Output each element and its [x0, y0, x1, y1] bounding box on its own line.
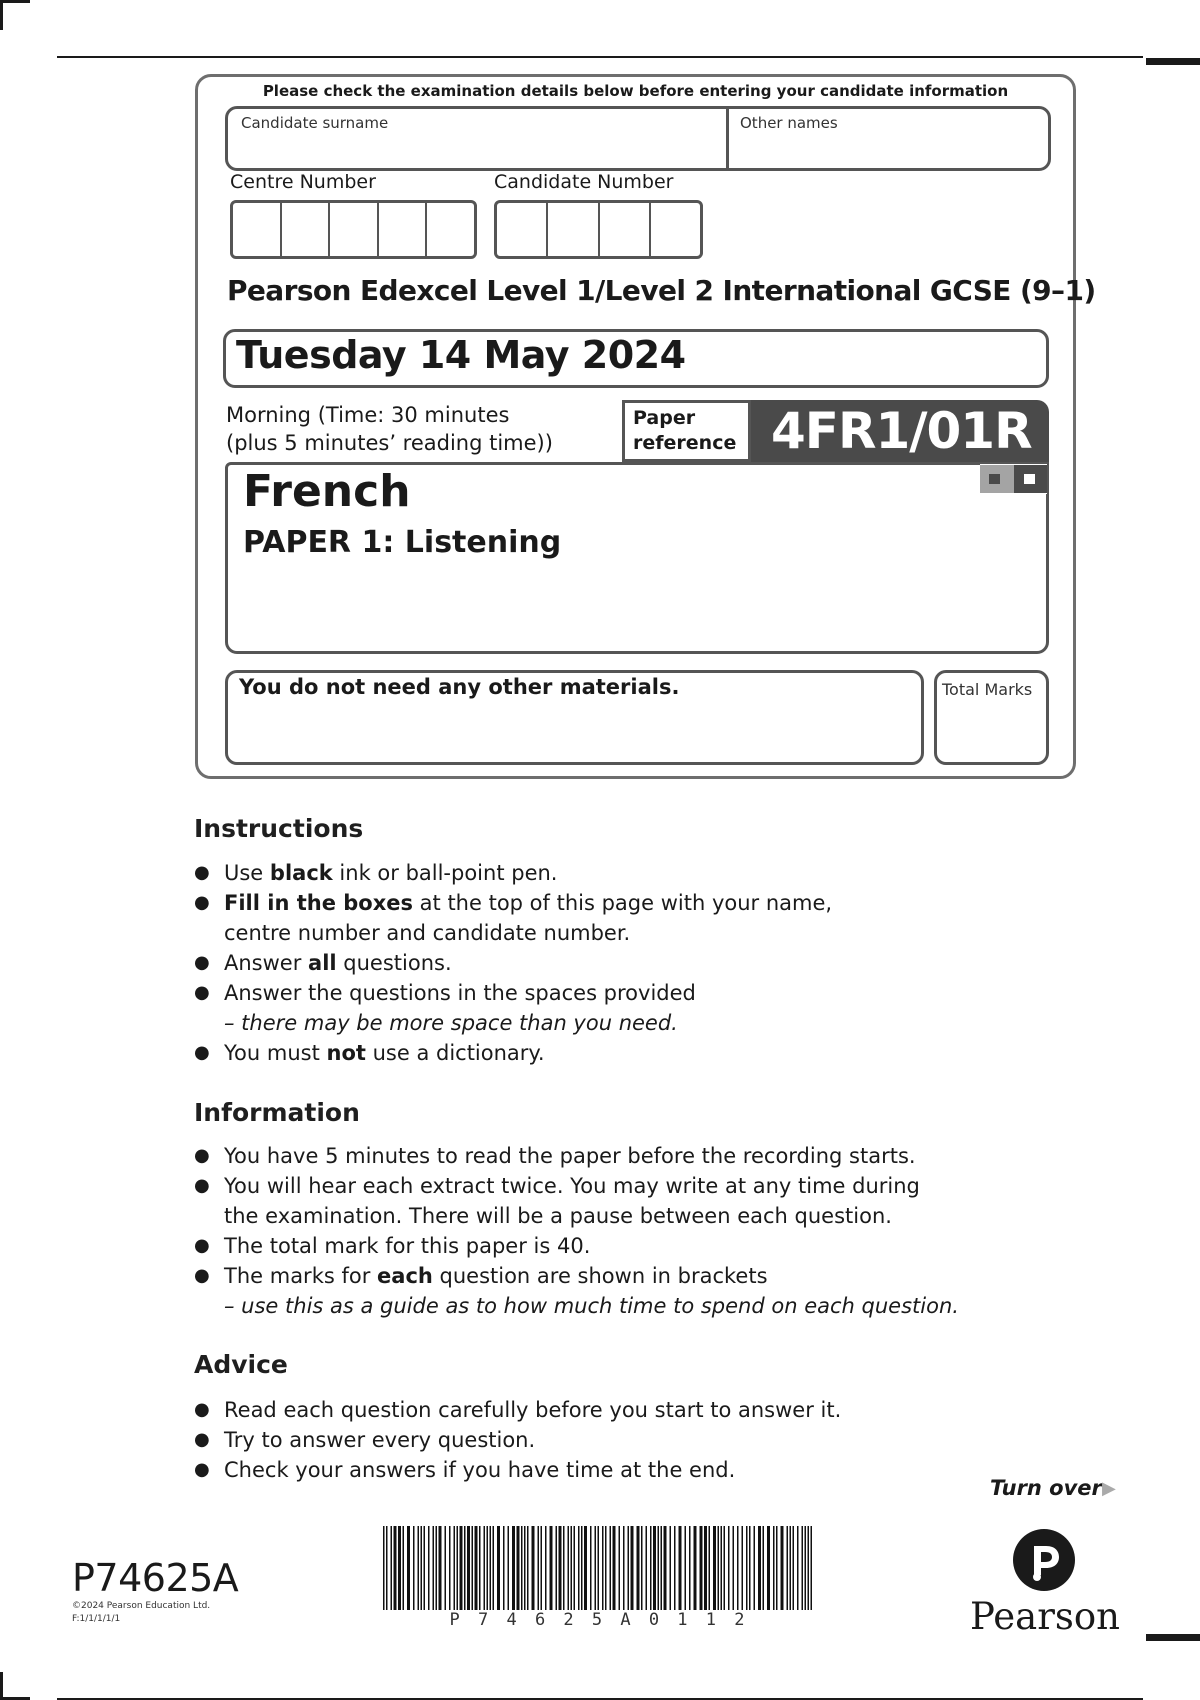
barcode-bar	[628, 1526, 630, 1610]
barcode-bar	[742, 1526, 744, 1610]
paper-reference-label-box	[622, 400, 751, 462]
candidate-number-field[interactable]	[494, 200, 703, 259]
header-notice: Please check the examination details below before entering your candidate information	[262, 82, 1009, 100]
candidate-digit-box[interactable]	[600, 203, 651, 256]
barcode-bar	[527, 1526, 529, 1610]
barcode-bar	[658, 1526, 660, 1610]
barcode-bar	[724, 1526, 726, 1610]
barcode-bar	[718, 1526, 720, 1610]
barcode-bar	[797, 1526, 799, 1610]
barcode-bar	[467, 1526, 470, 1610]
barcode-bar	[383, 1526, 385, 1610]
centre-digit-box[interactable]	[233, 203, 282, 256]
barcode-bar	[664, 1526, 667, 1610]
top-rule	[57, 56, 1143, 58]
barcode-bar	[619, 1526, 621, 1610]
barcode-bar	[610, 1526, 612, 1610]
barcode-bar	[532, 1526, 535, 1610]
materials-text: You do not need any other materials.	[239, 675, 680, 699]
barcode-bar	[793, 1526, 795, 1610]
barcode-bar	[475, 1526, 478, 1610]
barcode-bar	[595, 1526, 597, 1610]
barcode-bar	[679, 1526, 682, 1610]
barcode-bar	[497, 1526, 500, 1610]
barcode-bar	[808, 1526, 810, 1610]
barcode-number: P 7 4 6 2 5 A 0 1 1 2	[449, 1610, 749, 1630]
instructions-list	[194, 858, 832, 1068]
list-item: ● Check your answers if you have time at the end.	[194, 1455, 841, 1485]
barcode-bar	[512, 1526, 515, 1610]
barcode-bar	[386, 1526, 388, 1610]
barcode-bar	[559, 1526, 562, 1610]
candidate-number-label: Candidate Number	[494, 171, 674, 193]
barcode-bar	[398, 1526, 401, 1610]
barcode-bar	[493, 1526, 495, 1610]
barcode-bar	[503, 1526, 505, 1610]
barcode-bar	[737, 1526, 739, 1610]
barcode-bar	[749, 1526, 751, 1610]
barcode-bar	[689, 1526, 691, 1610]
print-code: F:1/1/1/1/1	[72, 1614, 121, 1624]
candidate-surname-field[interactable]	[233, 134, 721, 164]
paper-reference-label-2: reference	[633, 432, 737, 454]
barcode-bar	[694, 1526, 697, 1610]
barcode-bar	[773, 1526, 775, 1610]
barcode-bar	[457, 1526, 459, 1610]
barcode-bar	[428, 1526, 430, 1610]
list-item: ● Answer the questions in the spaces provided – there may be more space than you need.	[194, 978, 832, 1038]
barcode-bar	[556, 1526, 558, 1610]
barcode-bar	[781, 1526, 784, 1610]
paper-reference-code: 4FR1/01R	[771, 402, 1032, 460]
barcode-bar	[802, 1526, 804, 1610]
turn-over-arrow-icon: ▶	[1102, 1478, 1116, 1499]
barcode-bar	[709, 1526, 711, 1610]
crop-mark-top-right	[1146, 58, 1200, 65]
barcode-bar	[487, 1526, 489, 1610]
list-item: ● You have 5 minutes to read the paper before the recording starts.	[194, 1141, 959, 1171]
barcode-bar	[545, 1526, 547, 1610]
barcode-bar	[767, 1526, 770, 1610]
centre-digit-box[interactable]	[330, 203, 379, 256]
barcode-bar	[754, 1526, 756, 1610]
barcode-bar	[704, 1526, 707, 1610]
name-divider	[726, 108, 729, 169]
crop-mark-bottom-right	[1146, 1634, 1200, 1641]
barcode-bar	[454, 1526, 456, 1610]
list-item: ● Answer all questions.	[194, 948, 832, 978]
barcode-bar	[439, 1526, 442, 1610]
session-line-1: Morning (Time: 30 minutes	[226, 403, 510, 427]
barcode-bar	[602, 1526, 604, 1610]
barcode-bar	[464, 1526, 466, 1610]
list-item: ● Use black ink or ball-point pen.	[194, 858, 832, 888]
barcode-bar	[670, 1526, 672, 1610]
paper-title: PAPER 1: Listening	[243, 525, 562, 560]
barcode	[381, 1526, 817, 1610]
centre-digit-box[interactable]	[282, 203, 331, 256]
barcode-bar	[578, 1526, 580, 1610]
list-item: ● You must not use a dictionary.	[194, 1038, 832, 1068]
barcode-bar	[811, 1526, 813, 1610]
barcode-bar	[394, 1526, 397, 1610]
barcode-bar	[391, 1526, 393, 1610]
list-item: ● You will hear each extract twice. You may write at any time during the examination. There will be a pause between each question.	[194, 1171, 959, 1231]
pearson-logo-icon	[1012, 1528, 1076, 1592]
copyright-text: ©2024 Pearson Education Ltd.	[72, 1601, 211, 1611]
barcode-bar	[581, 1526, 583, 1610]
barcode-bar	[713, 1526, 716, 1610]
candidate-digit-box[interactable]	[497, 203, 548, 256]
instructions-heading: Instructions	[194, 814, 364, 843]
turn-over-text: Turn over	[990, 1476, 1102, 1500]
advice-list	[194, 1395, 841, 1485]
barcode-bar	[568, 1526, 570, 1610]
barcode-bar	[653, 1526, 656, 1610]
barcode-bar	[637, 1526, 640, 1610]
barcode-bar	[484, 1526, 486, 1610]
barcode-bar	[758, 1526, 761, 1610]
barcode-bar	[521, 1526, 523, 1610]
barcode-bar	[598, 1526, 600, 1610]
barcode-bar	[550, 1526, 553, 1610]
barcode-bar	[571, 1526, 573, 1610]
candidate-surname-label: Candidate surname	[241, 114, 389, 132]
barcode-bar	[445, 1526, 447, 1610]
barcode-bar	[721, 1526, 723, 1610]
barcode-bar	[403, 1526, 405, 1610]
barcode-bar	[728, 1526, 730, 1610]
subject-title: French	[243, 466, 411, 517]
barcode-bar	[650, 1526, 652, 1610]
crop-mark-top-left	[0, 0, 3, 30]
barcode-bar	[418, 1526, 420, 1610]
barcode-bar	[674, 1526, 676, 1610]
barcode-bar	[646, 1526, 648, 1610]
barcode-bar	[631, 1526, 634, 1610]
other-names-label: Other names	[740, 114, 838, 132]
list-item: ● Fill in the boxes at the top of this page with your name, centre number and candidate number.	[194, 888, 832, 948]
barcode-bar	[700, 1526, 703, 1610]
crop-mark-bottom-left	[0, 1672, 3, 1700]
barcode-bar	[733, 1526, 735, 1610]
centre-number-field[interactable]	[230, 200, 477, 259]
centre-number-label: Centre Number	[230, 171, 376, 193]
barcode-bar	[790, 1526, 792, 1610]
barcode-bar	[641, 1526, 643, 1610]
barcode-bar	[508, 1526, 510, 1610]
barcode-bar	[746, 1526, 748, 1610]
barcode-bar	[421, 1526, 423, 1610]
other-names-field[interactable]	[735, 134, 1043, 164]
list-item: ● Read each question carefully before you start to answer it.	[194, 1395, 841, 1425]
barcode-bar	[460, 1526, 463, 1610]
barcode-bar	[449, 1526, 451, 1610]
list-item: ● The marks for each question are shown in brackets – use this as a guide as to how much time to spend on each question.	[194, 1261, 959, 1321]
barcode-bar	[541, 1526, 543, 1610]
paper-code: P74625A	[72, 1556, 239, 1600]
barcode-bar	[413, 1526, 415, 1610]
barcode-bar	[685, 1526, 687, 1610]
advice-heading: Advice	[194, 1350, 288, 1379]
barcode-bar	[590, 1526, 592, 1610]
corner-light-dot	[1024, 474, 1035, 484]
barcode-bar	[424, 1526, 426, 1610]
barcode-bar	[787, 1526, 789, 1610]
list-item: ● Try to answer every question.	[194, 1425, 841, 1455]
barcode-bar	[563, 1526, 565, 1610]
centre-digit-box[interactable]	[427, 203, 474, 256]
qualification-title: Pearson Edexcel Level 1/Level 2 International GCSE (9–1)	[227, 274, 1096, 307]
crop-mark-top-left-h	[0, 0, 30, 3]
barcode-bar	[436, 1526, 438, 1610]
barcode-bar	[763, 1526, 765, 1610]
publisher-name: Pearson	[970, 1595, 1120, 1638]
barcode-bar	[538, 1526, 540, 1610]
paper-reference-label-1: Paper	[633, 407, 696, 429]
barcode-bar	[479, 1526, 481, 1610]
list-item: ● The total mark for this paper is 40.	[194, 1231, 959, 1261]
centre-digit-box[interactable]	[379, 203, 428, 256]
barcode-bar	[574, 1526, 576, 1610]
barcode-bar	[613, 1526, 616, 1610]
barcode-bar	[490, 1526, 492, 1610]
barcode-bar	[776, 1526, 778, 1610]
barcode-bar	[805, 1526, 807, 1610]
exam-date: Tuesday 14 May 2024	[236, 333, 686, 377]
barcode-bar	[517, 1526, 520, 1610]
barcode-bar	[433, 1526, 435, 1610]
barcode-bar	[584, 1526, 587, 1610]
barcode-bar	[472, 1526, 474, 1610]
barcode-bar	[623, 1526, 625, 1610]
barcode-bar	[407, 1526, 410, 1610]
candidate-digit-box[interactable]	[651, 203, 700, 256]
candidate-digit-box[interactable]	[548, 203, 599, 256]
session-time	[226, 401, 553, 457]
barcode-bar	[605, 1526, 607, 1610]
barcode-bar	[524, 1526, 526, 1610]
barcode-bar	[661, 1526, 663, 1610]
session-line-2: (plus 5 minutes’ reading time))	[226, 431, 553, 455]
total-marks-label: Total Marks	[942, 680, 1033, 699]
information-heading: Information	[194, 1098, 360, 1127]
information-list	[194, 1141, 959, 1321]
corner-dark-dot	[989, 474, 1000, 484]
